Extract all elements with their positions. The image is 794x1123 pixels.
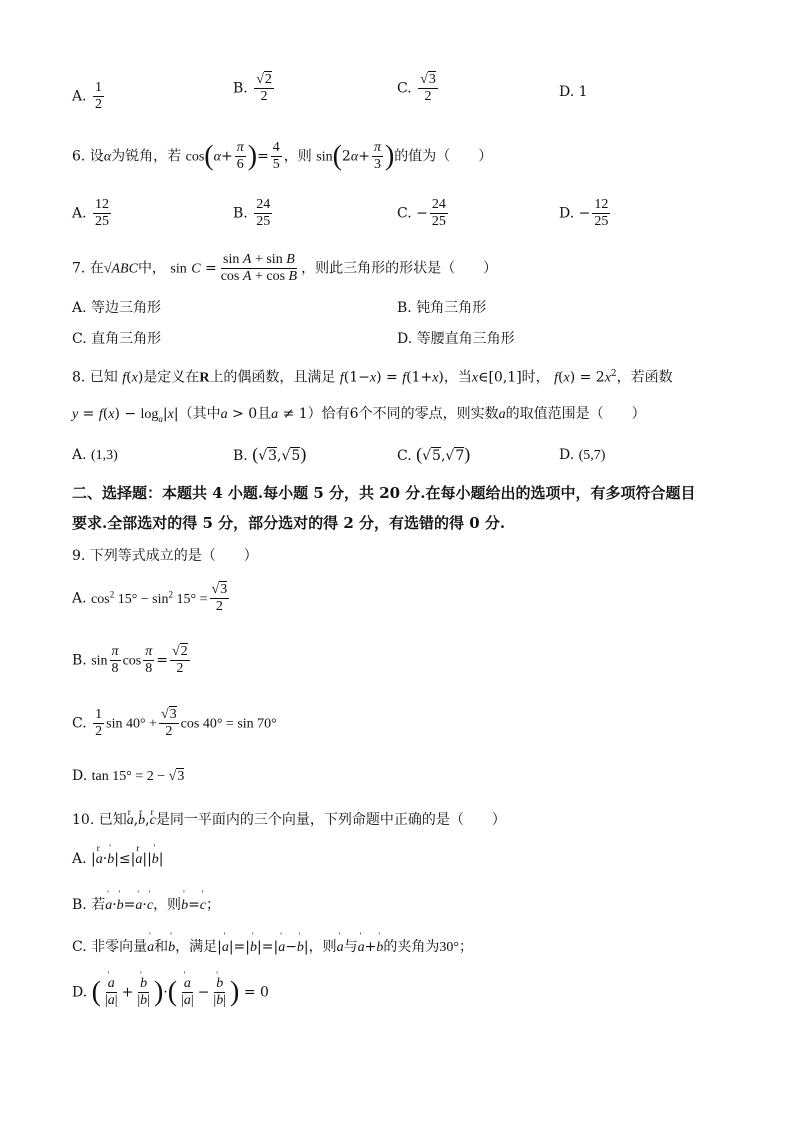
q9-option-d: D. tan 15° = 2 − √3 <box>72 768 185 784</box>
q9-option-c: C. $\frac{1}{2}$ sin 40° + $\frac{√3}{2}$ cos 40° = sin 70° <box>72 707 277 739</box>
q7-option-b: B. 钝角三角形 <box>397 300 487 316</box>
question-10-stem: 10. 已知r a,r b,r c是同一平面内的三个向量，下列命题中正确的是（ ） <box>72 810 506 831</box>
question-9-stem: 9. 下列等式成立的是（ ） <box>72 548 258 564</box>
q9-option-b: B. sin $\frac{\pi}{8}$ cos $\frac{\pi}{8}$ = $\frac{√2}{2}$ <box>72 644 188 676</box>
q10-option-c: C. 非零向量' a和' b，满足|' a|=|' b|=|' a−' b|，则' a与' a+' b的夹角为30°； <box>72 936 473 956</box>
question-8-line-2: $y = f(x) - \log_a|x|$（其中a > 0且a ≠ 1）恰有6个不同的零点，则实数a的取值范围是（ ） <box>72 406 646 424</box>
q10-option-d: D. ( ' $\frac{a}{|a|}$ + ' $\frac{b}{|b|}$ )·( ' $\frac{a}{|a|}$ − ' $\frac{b}{|b|}$ ) = 0 <box>72 976 269 1009</box>
q8-option-d: D. (5,7) <box>559 447 606 463</box>
q7-option-c: C. 直角三角形 <box>72 331 162 347</box>
q5-option-a: A. $\frac{1}{2}$ <box>72 80 103 112</box>
section-2-line-1: 二、选择题：本题共 4 小题.每小题 5 分，共 20 分.在每小题给出的选项中，有多项符合题目 <box>72 484 696 502</box>
q10-option-a: A. |r a·' b|≤|r a||' b| <box>72 851 164 868</box>
q7-option-d: D. 等腰直角三角形 <box>397 331 515 347</box>
q9-option-a: A. $\cos^2 15^\circ - \sin^2 15^\circ$ = $\frac{√3}{2}$ <box>72 582 228 614</box>
q5-option-d: D. 1 <box>559 84 588 100</box>
q6-option-c: C. − $\frac{24}{25}$ <box>397 197 446 229</box>
q6-option-d: D. − $\frac{12}{25}$ <box>559 197 609 229</box>
q7-option-a: A. 等边三角形 <box>72 300 162 316</box>
q10-option-b: B. 若' a·' b=' a·' c，则' b=' c； <box>72 894 220 914</box>
q5-option-c: C. $\frac{√3}{2}$ <box>397 72 436 104</box>
q8-option-b: B. (√3,√5) <box>233 444 307 464</box>
question-7: 7. 在√ABC中， sin C = $\frac{\text{sin A + sin B}}{\text{cos A + cos B}}$ ，则此三角形的形状是（ ） <box>72 252 498 284</box>
q5-option-b: B. $\frac{√2}{2}$ <box>233 72 272 104</box>
q6-option-b: B. $\frac{24}{25}$ <box>233 197 271 229</box>
q8-option-c: C. (√5,√7) <box>397 444 471 464</box>
q8-option-a: A. (1,3) <box>72 447 118 463</box>
section-2-line-2: 要求.全部选对的得 5 分，部分选对的得 2 分，有选错的得 0 分. <box>72 514 506 532</box>
q6-option-a: A. $\frac{12}{25}$ <box>72 197 110 229</box>
question-8-line-1: 8. 已知 f(x)是定义在R上的偶函数，且满足 f(1−x) = f(1+x)，当x∈[0,1]时， $f(x) = 2x^2$，若函数 <box>72 369 673 386</box>
question-6: 6. 设α为锐角，若 cos(α+ $\frac{\pi}{6}$ )= $\frac{4}{5}$ ，则 sin(2α+ $\frac{\pi}{3}$ )的值为（ ） <box>72 140 493 172</box>
